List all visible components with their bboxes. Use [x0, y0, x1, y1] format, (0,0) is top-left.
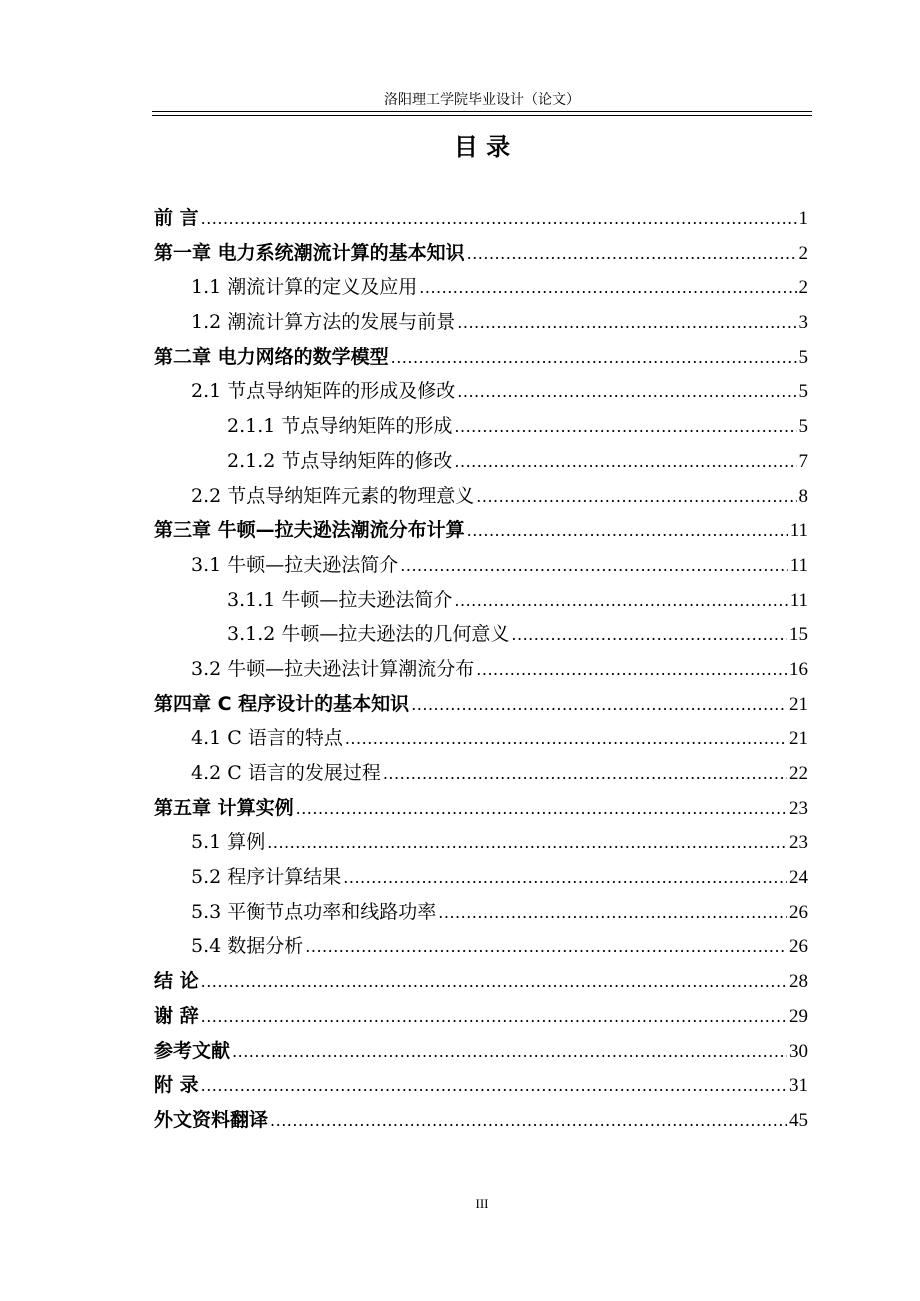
toc-entry-label: 5.1 算例	[191, 831, 266, 854]
toc-entry[interactable]	[154, 964, 808, 999]
toc-entry[interactable]	[154, 340, 808, 375]
toc-entry-label: 1.2 潮流计算方法的发展与前景	[191, 311, 456, 334]
toc-entry[interactable]	[154, 756, 808, 791]
table-of-contents	[154, 201, 808, 1138]
toc-leader-dots	[201, 965, 787, 1000]
toc-entry[interactable]	[154, 895, 808, 930]
toc-entry[interactable]	[154, 270, 808, 305]
toc-entry-label: 前 言	[154, 207, 199, 229]
toc-entry-page: 21	[789, 693, 808, 715]
toc-entry-label: 第三章 牛顿—拉夫逊法潮流分布计算	[154, 519, 465, 542]
header-rule-thin	[152, 115, 812, 116]
toc-entry[interactable]	[154, 721, 808, 756]
toc-entry-label: 4.2 C 语言的发展过程	[191, 762, 381, 784]
toc-entry-page: 2	[798, 277, 808, 299]
toc-entry[interactable]	[154, 444, 808, 479]
toc-entry-label: 2.1.1 节点导纳矩阵的形成	[227, 415, 453, 438]
toc-leader-dots	[411, 688, 787, 723]
toc-entry-page: 15	[789, 624, 808, 646]
toc-entry[interactable]	[154, 236, 808, 271]
toc-title: 目 录	[453, 133, 511, 161]
toc-entry-page: 7	[798, 450, 808, 472]
toc-leader-dots	[419, 271, 796, 306]
toc-entry-page: 24	[789, 867, 808, 889]
toc-entry-label: 第四章 C 程序设计的基本知识	[154, 692, 410, 715]
toc-entry-page: 28	[789, 971, 808, 993]
toc-entry[interactable]	[154, 617, 808, 652]
toc-entry[interactable]	[154, 687, 808, 722]
toc-entry-label: 第二章 电力网络的数学模型	[154, 345, 389, 368]
toc-entry-page: 23	[789, 832, 808, 854]
toc-entry-page: 21	[789, 728, 808, 750]
toc-entry-label: 2.1 节点导纳矩阵的形成及修改	[191, 380, 456, 403]
toc-leader-dots	[345, 722, 787, 757]
toc-entry[interactable]	[154, 860, 808, 895]
toc-entry-page: 2	[798, 242, 808, 264]
toc-entry[interactable]	[154, 513, 808, 548]
toc-entry-label: 3.2 牛顿—拉夫逊法计算潮流分布	[191, 657, 475, 680]
toc-leader-dots	[467, 237, 797, 272]
toc-entry-page: 31	[789, 1075, 808, 1097]
toc-entry[interactable]	[154, 201, 808, 236]
toc-entry-page: 29	[789, 1005, 808, 1027]
toc-entry[interactable]	[154, 999, 808, 1034]
toc-entry-page: 1	[798, 208, 808, 229]
toc-leader-dots	[232, 1035, 787, 1070]
toc-entry-label: 3.1 牛顿—拉夫逊法简介	[191, 553, 399, 576]
toc-entry[interactable]	[154, 825, 808, 860]
toc-leader-dots	[454, 445, 796, 480]
toc-leader-dots	[467, 514, 788, 549]
toc-entry[interactable]	[154, 791, 808, 826]
toc-leader-dots	[454, 410, 796, 445]
toc-entry-label: 参考文献	[154, 1039, 231, 1062]
toc-entry-label: 2.2 节点导纳矩阵元素的物理意义	[191, 484, 475, 507]
toc-entry-label: 3.1.1 牛顿—拉夫逊法简介	[227, 588, 453, 611]
toc-entry-label: 5.4 数据分析	[191, 935, 304, 958]
toc-entry-page: 11	[789, 554, 808, 576]
toc-entry-page: 30	[789, 1040, 808, 1062]
toc-leader-dots	[383, 757, 787, 792]
toc-entry-label: 第一章 电力系统潮流计算的基本知识	[154, 241, 465, 264]
toc-entry-label: 5.2 程序计算结果	[191, 866, 342, 889]
toc-leader-dots	[201, 1000, 787, 1035]
toc-entry[interactable]	[154, 1103, 808, 1138]
toc-entry[interactable]	[154, 583, 808, 618]
toc-entry[interactable]	[154, 548, 808, 583]
toc-entry-page: 5	[798, 381, 808, 403]
toc-entry[interactable]	[154, 929, 808, 964]
toc-leader-dots	[391, 341, 797, 376]
toc-entry-label: 1.1 潮流计算的定义及应用	[191, 276, 418, 299]
toc-entry-label: 第五章 计算实例	[154, 796, 294, 819]
toc-entry[interactable]	[154, 1068, 808, 1103]
toc-entry-page: 45	[789, 1109, 808, 1131]
toc-entry-page: 11	[789, 520, 808, 542]
toc-leader-dots	[454, 584, 787, 619]
toc-leader-dots	[438, 896, 787, 931]
toc-leader-dots	[201, 202, 797, 237]
header-rule-thick	[152, 111, 812, 112]
toc-entry-page: 23	[789, 797, 808, 819]
toc-entry-page: 22	[789, 763, 808, 784]
toc-entry-label: 谢 辞	[154, 1004, 199, 1027]
toc-leader-dots	[400, 549, 787, 584]
toc-entry[interactable]	[154, 305, 808, 340]
toc-leader-dots	[457, 306, 796, 341]
toc-entry[interactable]	[154, 409, 808, 444]
toc-leader-dots	[296, 792, 787, 827]
toc-leader-dots	[201, 1069, 787, 1104]
toc-leader-dots	[476, 480, 796, 515]
toc-leader-dots	[267, 826, 787, 861]
toc-entry[interactable]	[154, 479, 808, 514]
toc-entry[interactable]	[154, 374, 808, 409]
toc-leader-dots	[305, 930, 787, 965]
toc-entry-page: 16	[789, 658, 808, 680]
toc-entry-label: 3.1.2 牛顿—拉夫逊法的几何意义	[227, 623, 510, 646]
toc-entry-page: 5	[798, 346, 808, 368]
toc-entry-label: 附 录	[154, 1074, 199, 1097]
toc-leader-dots	[343, 861, 787, 896]
toc-entry-label: 5.3 平衡节点功率和线路功率	[191, 900, 437, 923]
toc-entry-label: 4.1 C 语言的特点	[191, 727, 343, 750]
running-header: 洛阳理工学院毕业设计（论文）	[384, 92, 580, 108]
toc-leader-dots	[476, 653, 787, 688]
toc-leader-dots	[457, 375, 796, 410]
toc-entry-label: 外文资料翻译	[154, 1108, 269, 1131]
toc-entry-page: 5	[798, 416, 808, 438]
toc-entry-label: 结 论	[154, 970, 199, 993]
page-number: III	[475, 1196, 489, 1211]
toc-entry-page: 26	[789, 901, 808, 923]
toc-entry-label: 2.1.2 节点导纳矩阵的修改	[227, 449, 453, 472]
toc-entry-page: 8	[798, 485, 808, 507]
toc-entry-page: 3	[798, 312, 808, 334]
toc-entry[interactable]	[154, 652, 808, 687]
toc-entry-page: 26	[789, 936, 808, 958]
toc-leader-dots	[270, 1104, 787, 1139]
toc-leader-dots	[511, 618, 787, 653]
toc-entry-page: 11	[789, 589, 808, 611]
toc-entry[interactable]	[154, 1034, 808, 1069]
